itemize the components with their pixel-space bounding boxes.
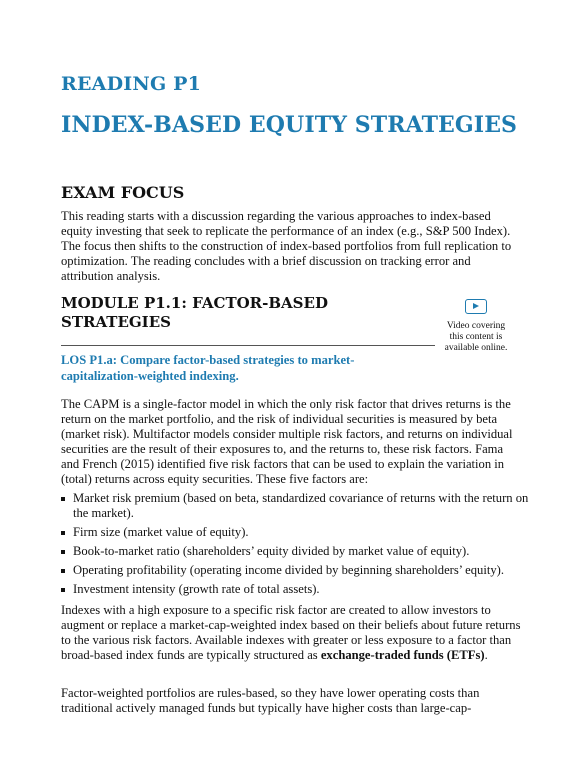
risk-factor-list bbox=[61, 491, 531, 601]
module-heading-line2: STRATEGIES bbox=[61, 313, 171, 331]
video-caption-line2: this content is bbox=[449, 332, 503, 342]
bullet-icon bbox=[61, 550, 65, 554]
body-paragraph-3: Factor-weighted portfolios are rules-based, so they have lower operating costs than traditional actively managed funds but typically have higher costs than large-cap- bbox=[61, 686, 480, 715]
para2-text: Indexes with a high exposure to a specific risk factor are created to allow investors to augment or replace a market-cap-weighted index based on their beliefs about future returns to the various risk factors. Available indexes with greater or less exposure to a factor than broad-based index funds are typically structured as bbox=[61, 603, 521, 662]
reading-title: INDEX-BASED EQUITY STRATEGIES bbox=[61, 112, 518, 138]
exam-focus-text: This reading starts with a discussion regarding the various approaches to index-based equity investing that seek to replicate the performance of an index (e.g., S&P 500 Index). The focus then shifts to the construction of index-based portfolios from full replication to optimization. The reading concludes with a brief discussion on tracking error and attribution analysis. bbox=[61, 209, 512, 283]
los-statement bbox=[61, 352, 441, 384]
video-play-icon[interactable] bbox=[465, 299, 487, 314]
para2-end: . bbox=[484, 648, 488, 662]
video-caption-line1: Video covering bbox=[446, 321, 506, 331]
module-heading-line1: MODULE P1.1: FACTOR-BASED bbox=[61, 294, 328, 312]
list-item-text: Market risk premium (based on beta, standardized covariance of returns with the return on the market). bbox=[73, 491, 529, 520]
video-caption bbox=[436, 321, 516, 354]
exam-focus-heading: EXAM FOCUS bbox=[61, 183, 185, 202]
list-item-text: Operating profitability (operating income divided by beginning shareholders’ equity). bbox=[73, 563, 504, 577]
etf-term: exchange-traded funds (ETFs) bbox=[320, 648, 485, 662]
section-divider bbox=[61, 345, 435, 346]
list-item-text: Book-to-market ratio (shareholders’ equity divided by market value of equity). bbox=[73, 544, 470, 558]
list-item bbox=[61, 563, 531, 578]
bullet-icon bbox=[61, 531, 65, 535]
los-line2: capitalization-weighted indexing. bbox=[61, 369, 239, 383]
body-paragraph-1: The CAPM is a single-factor model in which the only risk factor that drives returns is the return on the market portfolio, and the risk of individual securities is measured by beta (market risk). Multifactor models consider multiple risk factors, and returns on individual securities are the result of their exposures to, and the returns to, these risk factors. Fama and French (2015) identified five risk factors that can be used to explain the variation in (total) returns across equity securities. These five factors are: bbox=[61, 397, 513, 486]
list-item bbox=[61, 544, 531, 559]
bullet-icon bbox=[61, 588, 65, 592]
play-triangle-icon bbox=[473, 303, 479, 309]
video-caption-line3: available online. bbox=[444, 343, 508, 353]
los-line1: LOS P1.a: Compare factor-based strategies to market- bbox=[61, 353, 355, 367]
list-item-text: Investment intensity (growth rate of total assets). bbox=[73, 582, 320, 596]
bullet-icon bbox=[61, 497, 65, 501]
module-heading bbox=[61, 294, 391, 332]
bullet-icon bbox=[61, 569, 65, 573]
list-item bbox=[61, 491, 531, 521]
list-item-text: Firm size (market value of equity). bbox=[73, 525, 249, 539]
list-item bbox=[61, 525, 531, 540]
list-item bbox=[61, 582, 531, 597]
reading-label: READING P1 bbox=[61, 73, 202, 95]
body-paragraph-2 bbox=[61, 603, 523, 663]
